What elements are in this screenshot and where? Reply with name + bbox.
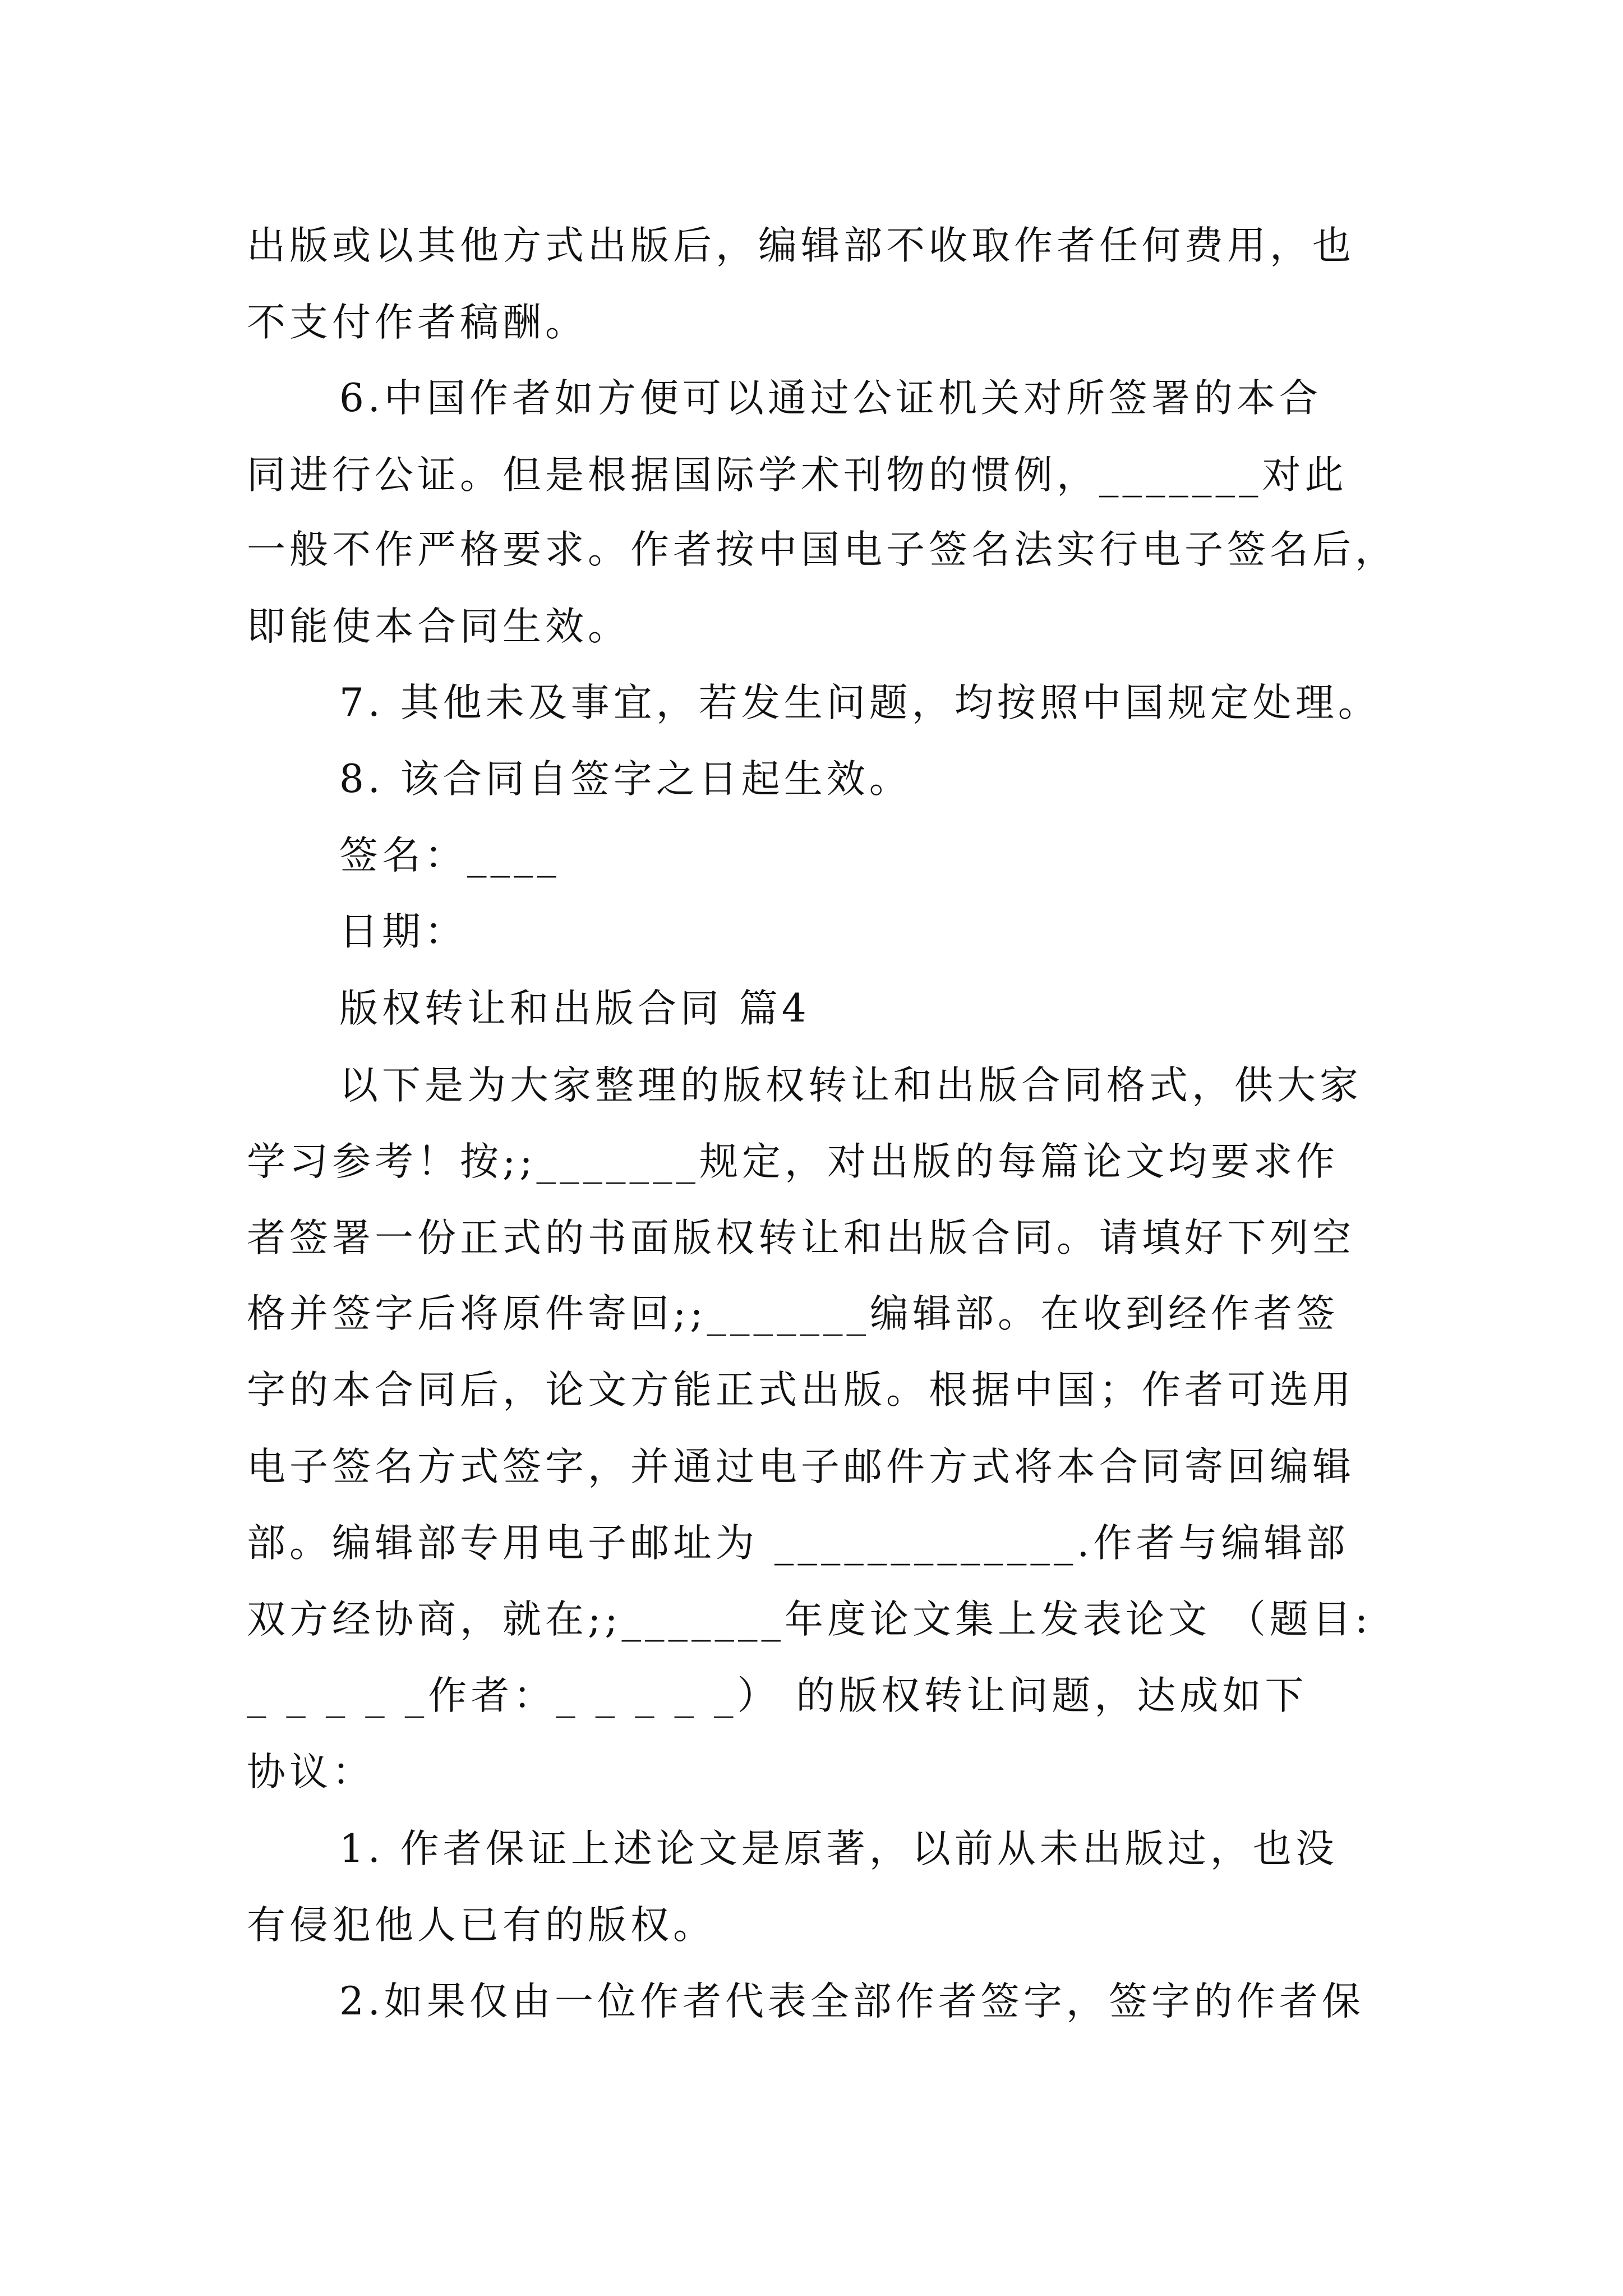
text-line: 者签署一份正式的书面版权转让和出版合同。请填好下列空 [247, 1216, 1355, 1260]
section-heading: 版权转让和出版合同 篇4 [339, 986, 810, 1031]
text-line: 同进行公证。但是根据国际学术刊物的惯例，_______对此 [247, 453, 1348, 498]
text-line: 协议： [247, 1750, 375, 1795]
text-line: 8. 该合同自签字之日起生效。 [339, 757, 912, 802]
text-line: _ _ _ _ _作者：_ _ _ _ _） 的版权转让问题，达成如下 [247, 1673, 1308, 1718]
text-line: 即能使本合同生效。 [247, 604, 630, 649]
text-line: 部。编辑部专用电子邮址为 _____________.作者与编辑部 [247, 1521, 1349, 1566]
text-line: 1. 作者保证上述论文是原著，以前从未出版过，也没 [339, 1826, 1338, 1871]
text-line: 格并签字后将原件寄回;;_______编辑部。在收到经作者签 [247, 1291, 1339, 1336]
text-line: 一般不作严格要求。作者按中国电子签名法实行电子签名后， [247, 527, 1398, 572]
text-line: 2.如果仅由一位作者代表全部作者签字，签字的作者保 [339, 1979, 1364, 2024]
text-line: 以下是为大家整理的版权转让和出版合同格式，供大家 [339, 1063, 1362, 1108]
text-line: 6.中国作者如方便可以通过公证机关对所签署的本合 [339, 376, 1322, 421]
text-line: 双方经协商，就在;;_______年度论文集上发表论文 （题目: [247, 1597, 1372, 1642]
date-label: 日期： [339, 909, 467, 954]
text-line: 字的本合同后，论文方能正式出版。根据中国；作者可选用 [247, 1368, 1355, 1412]
text-line: 学习参考！按;;_______规定，对出版的每篇论文均要求作 [247, 1139, 1339, 1184]
text-line: 出版或以其他方式出版后，编辑部不收取作者任何费用，也 [247, 223, 1355, 268]
text-line: 7. 其他未及事宜，若发生问题，均按照中国规定处理。 [339, 680, 1381, 725]
text-line: 有侵犯他人已有的版权。 [247, 1903, 716, 1948]
text-line: 电子签名方式签字，并通过电子邮件方式将本合同寄回编辑 [247, 1444, 1355, 1489]
signature-label: 签名：____ [339, 833, 560, 878]
text-line: 不支付作者稿酬。 [247, 300, 588, 345]
